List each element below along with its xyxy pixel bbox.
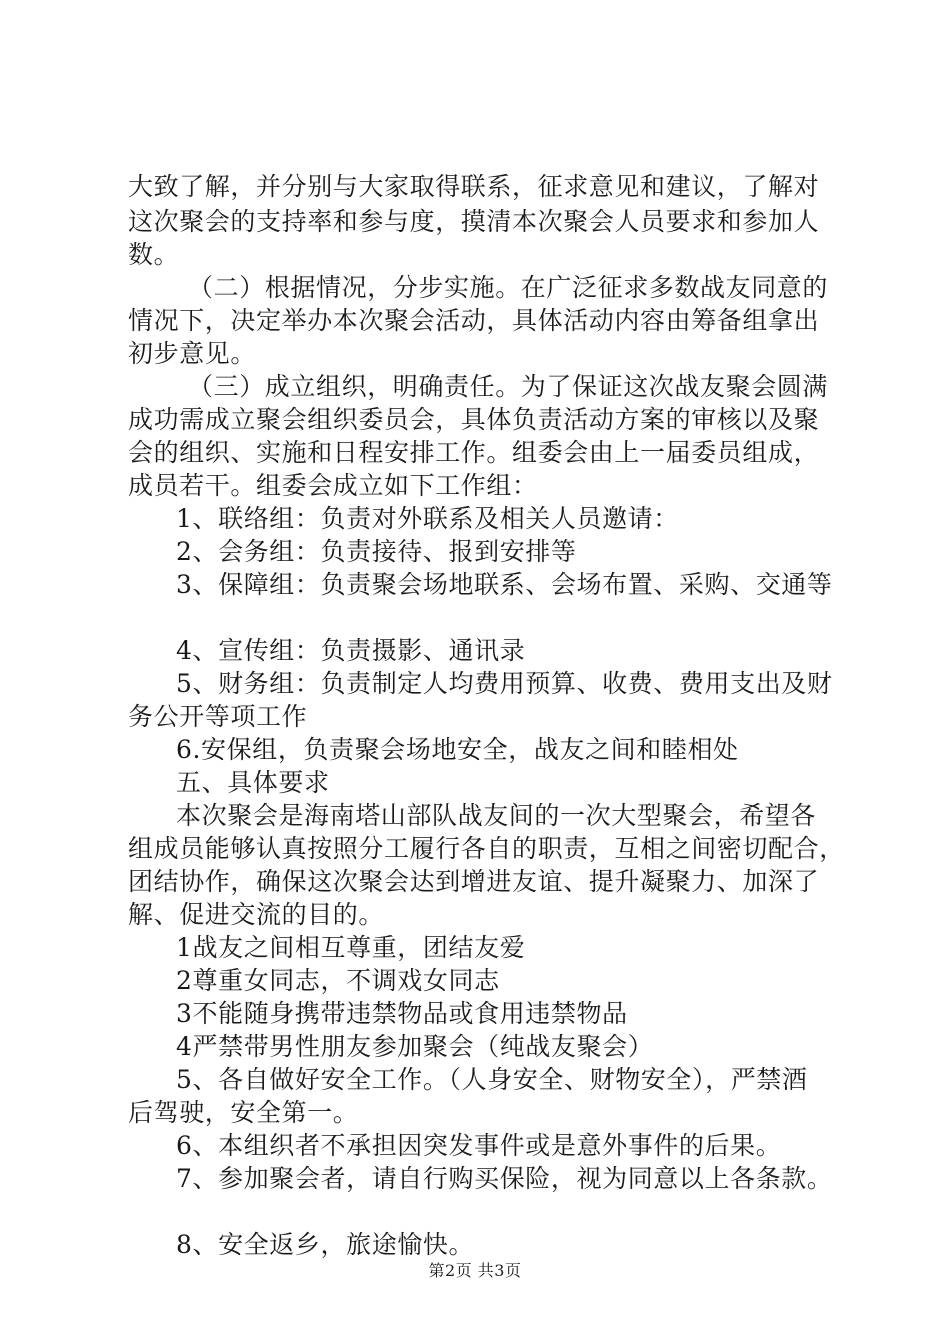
page-number-footer: 第2页 共3页 xyxy=(428,1261,522,1280)
paragraph-line: 数。 xyxy=(128,240,180,269)
list-item: 2、会务组：负责接待、报到安排等 xyxy=(176,537,577,566)
list-item: 6、本组织者不承担因突发事件或是意外事件的后果。 xyxy=(176,1131,782,1160)
paragraph-line: 团结协作，确保这次聚会达到增进友谊、提升凝聚力、加深了 xyxy=(128,867,820,896)
paragraph-line: 解、促进交流的目的。 xyxy=(128,900,385,929)
list-item: 8、安全返乡，旅途愉快。 xyxy=(176,1230,475,1259)
list-item: 5、财务组：负责制定人均费用预算、收费、费用支出及财 xyxy=(176,669,833,698)
list-item: 5、各自做好安全工作。（人身安全、财物安全），严禁酒 xyxy=(176,1065,808,1094)
list-item: 务公开等项工作 xyxy=(128,702,308,731)
paragraph-line: 初步意见。 xyxy=(128,339,257,368)
list-item: 1战友之间相互尊重，团结友爱 xyxy=(176,933,526,962)
paragraph-line: 成功需成立聚会组织委员会，具体负责活动方案的审核以及聚 xyxy=(128,405,820,434)
section-heading: 五、具体要求 xyxy=(176,768,330,797)
list-item: 1、联络组：负责对外联系及相关人员邀请： xyxy=(176,504,679,533)
paragraph-line: 会的组织、实施和日程安排工作。组委会由上一届委员组成， xyxy=(128,438,820,467)
paragraph-line: 成员若干。组委会成立如下工作组： xyxy=(128,471,538,500)
paragraph-line: 情况下，决定举办本次聚会活动，具体活动内容由筹备组拿出 xyxy=(128,306,820,335)
paragraph-line: 组成员能够认真按照分工履行各自的职责，互相之间密切配合， xyxy=(128,834,845,863)
list-item: 6.安保组，负责聚会场地安全，战友之间和睦相处 xyxy=(176,735,739,764)
list-item: 4、宣传组：负责摄影、通讯录 xyxy=(176,636,526,665)
paragraph-line: 这次聚会的支持率和参与度，摸清本次聚会人员要求和参加人 xyxy=(128,207,820,236)
list-item: 7、参加聚会者，请自行购买保险，视为同意以上各条款。 xyxy=(176,1164,833,1193)
list-item: 2尊重女同志，不调戏女同志 xyxy=(176,966,500,995)
list-item: 3不能随身携带违禁物品或食用违禁物品 xyxy=(176,999,628,1028)
list-item: 3、保障组：负责聚会场地联系、会场布置、采购、交通等 xyxy=(176,570,833,599)
paragraph-line: （三）成立组织，明确责任。为了保证这次战友聚会圆满 xyxy=(188,372,829,401)
list-item: 后驾驶，安全第一。 xyxy=(128,1098,359,1127)
paragraph-line: （二）根据情况，分步实施。在广泛征求多数战友同意的 xyxy=(188,273,829,302)
paragraph-line: 本次聚会是海南塔山部队战友间的一次大型聚会，希望各 xyxy=(176,801,817,830)
list-item: 4严禁带男性朋友参加聚会（纯战友聚会） xyxy=(176,1032,654,1061)
paragraph-line: 大致了解，并分别与大家取得联系，征求意见和建议，了解对 xyxy=(128,172,820,201)
